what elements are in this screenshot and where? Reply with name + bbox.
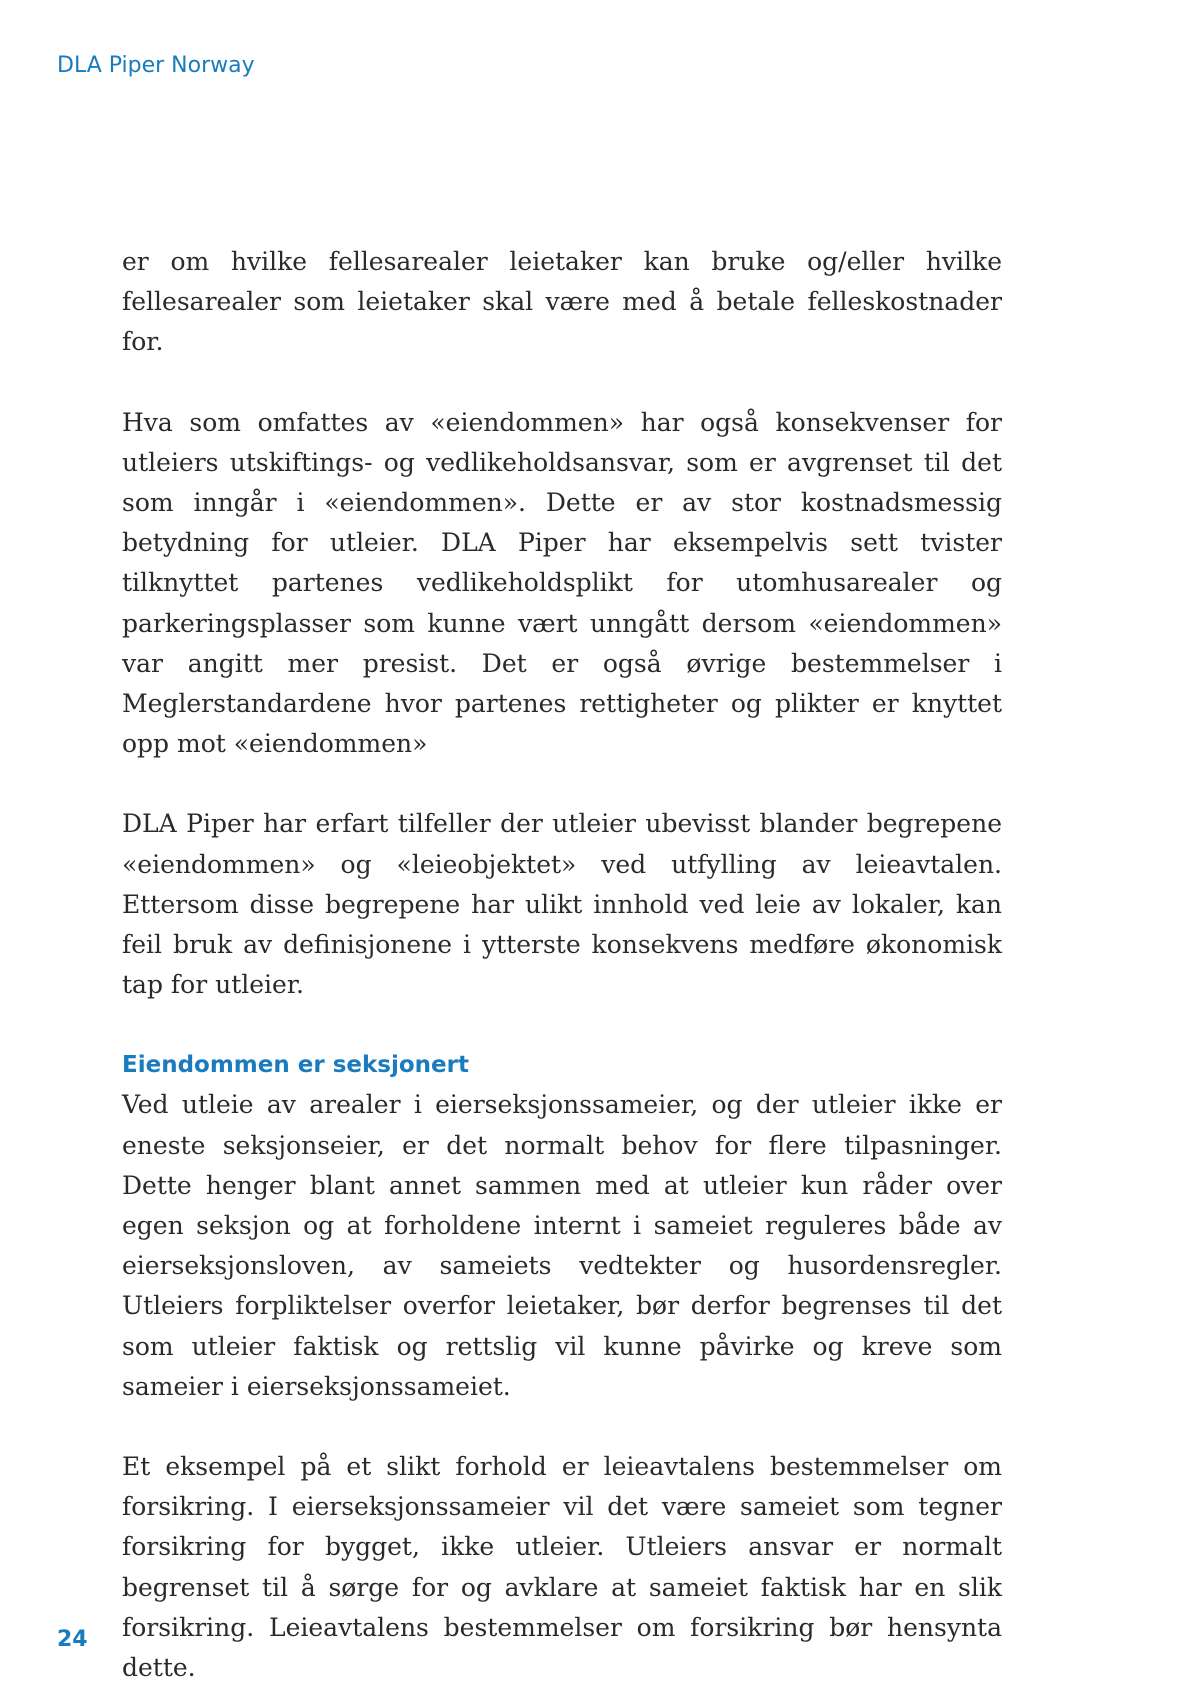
page-number: 24 (57, 1627, 88, 1652)
brand-header: DLA Piper Norway (57, 53, 255, 78)
document-body (122, 242, 1002, 1688)
paragraph-4: Ved utleie av arealer i eierseksjonssameier, og der utleier ikke er eneste seksjonseier, er det normalt behov for flere tilpasninger. Dette henger blant annet sammen med at utleier kun råder over egen seksjon og at forholdene internt i sameiet reguleres både av eierseksjonsloven, av sameiets vedtekter og husordensregler. Utleiers forpliktelser overfor leietaker, bør derfor begrenses til det som utleier faktisk og rettslig vil kunne påvirke og kreve som sameier i eierseksjonssameiet. (122, 1090, 1002, 1401)
paragraph-5: Et eksempel på et slikt forhold er leieavtalens bestemmelser om forsikring. I eierseksjonssameier vil det være sameiet som tegner forsikring for bygget, ikke utleier. Utleiers ansvar er normalt begrenset til å sørge for og avklare at sameiet faktisk har en slik forsikring. Leieavtalens bestemmelser om forsikring bør hensynta dette. (122, 1452, 1002, 1683)
paragraph-1: er om hvilke fellesarealer leietaker kan bruke og/eller hvilke fellesarealer som leietaker skal være med å betale felleskostnader for. (122, 247, 1002, 357)
paragraph-2: Hva som omfattes av «eiendommen» har også konsekvenser for utleiers utskiftings- og vedlikeholdsansvar, som er avgrenset til det som inngår i «eiendommen». Dette er av stor kostnadsmessig betydning for utleier. DLA Piper har eksempelvis sett tvister tilknyttet partenes vedlikeholdsplikt for utomhusarealer og parkeringsplasser som kunne vært unngått dersom «eiendommen» var angitt mer presist. Det er også øvrige bestemmelser i Meglerstandardene hvor partenes rettigheter og plikter er knyttet opp mot «eiendommen» (122, 407, 1002, 759)
paragraph-3: DLA Piper har erfart tilfeller der utleier ubevisst blander begrepene «eiendommen» og «leieobjektet» ved utfylling av leieavtalen. Ettersom disse begrepene har ulikt innhold ved leie av lokaler, kan feil bruk av definisjonene i ytterste konsekvens medføre økonomisk tap for utleier. (122, 809, 1002, 1000)
section-heading: Eiendommen er seksjonert (122, 1052, 469, 1079)
